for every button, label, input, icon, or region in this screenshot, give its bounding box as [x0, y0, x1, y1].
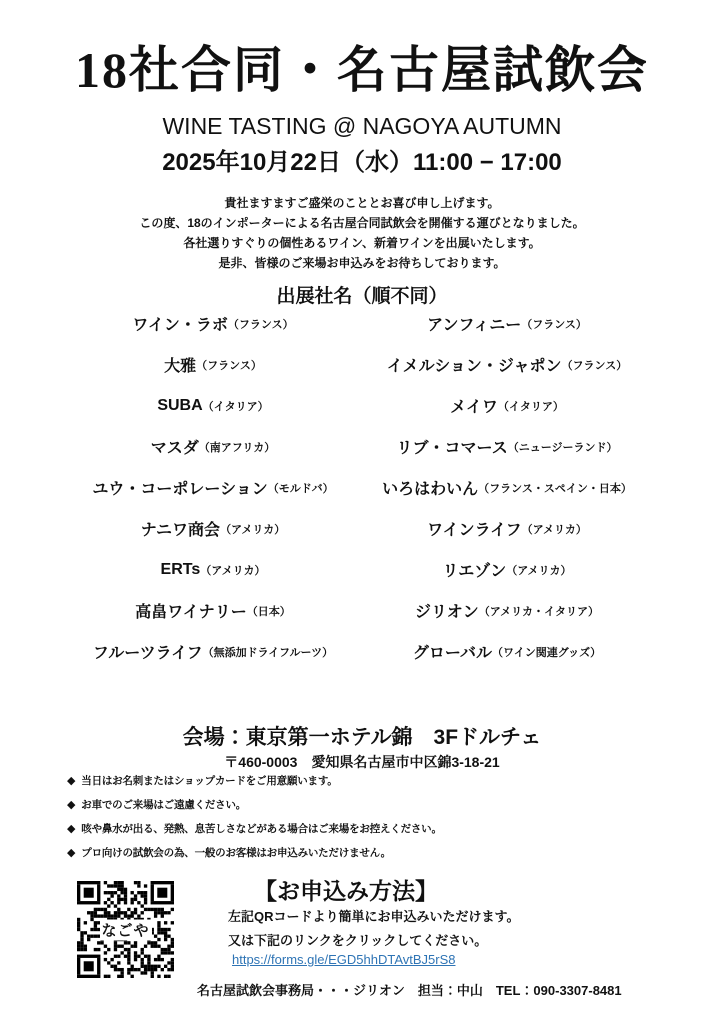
exhibitor-name: フルーツライフ	[92, 645, 203, 662]
diamond-bullet-icon: ◆	[67, 775, 76, 787]
exhibitor-name: SUBA	[157, 396, 203, 414]
exhibitor-name: 大雅	[164, 358, 197, 375]
exhibitor-name: グローバル	[412, 645, 493, 662]
apply-instruction-qr: 左記QRコードより簡単にお申込みいただけます。	[228, 909, 520, 924]
exhibitor-country: （フランス）	[521, 318, 587, 331]
exhibitor-country: （アメリカ）	[220, 523, 286, 536]
exhibitor-name: ワインライフ	[427, 522, 522, 539]
qr-center-label: なごや	[99, 919, 151, 940]
exhibitor-column-right	[362, 303, 652, 672]
exhibitor-row	[362, 344, 652, 385]
diamond-bullet-icon: ◆	[67, 799, 76, 811]
exhibitor-country: （イタリア）	[497, 400, 564, 413]
contact-footer: 名古屋試飲会事務局・・・ジリオン 担当：中山 TEL：090-3307-8481	[197, 983, 622, 998]
exhibitor-country: （アメリカ）	[200, 564, 266, 577]
exhibitor-name: リエゾン	[442, 563, 507, 580]
exhibitor-name: ワイン・ラボ	[132, 317, 228, 334]
exhibitor-country: （ワイン関連グッズ）	[492, 646, 602, 659]
venue-name: 会場：東京第一ホテル錦 3Fドルチェ	[182, 726, 542, 749]
notice-item	[67, 799, 442, 812]
notice-item	[67, 775, 442, 788]
exhibitor-name: マスダ	[150, 440, 199, 457]
event-subtitle: WINE TASTING @ NAGOYA AUTUMN	[162, 113, 562, 139]
exhibitor-country: （イタリア）	[202, 400, 269, 413]
exhibitor-row	[362, 549, 652, 590]
exhibitor-country: （アメリカ）	[506, 564, 572, 577]
exhibitor-name: ERTs	[160, 560, 201, 578]
page-title: 18社合同・名古屋試飲会	[75, 42, 649, 98]
exhibitor-country: （フランス）	[227, 318, 294, 331]
exhibitor-row	[362, 303, 652, 344]
exhibitor-row	[362, 426, 652, 467]
exhibitor-country: （フランス）	[196, 359, 262, 372]
exhibitor-name: リブ・コマース	[396, 440, 508, 457]
notice-item	[67, 823, 442, 836]
exhibitor-country: （日本）	[246, 605, 291, 618]
notice-list	[67, 775, 442, 871]
exhibitor-name: ジリオン	[414, 604, 479, 621]
exhibitor-country: （ニュージーランド）	[507, 441, 618, 454]
notice-item	[67, 847, 442, 860]
greeting-paragraph	[0, 193, 724, 273]
exhibitor-country: （フランス）	[561, 359, 628, 372]
apply-method-heading: 【お申込み方法】	[254, 878, 438, 904]
exhibitor-name: 高畠ワイナリー	[135, 604, 247, 621]
exhibitor-country: （フランス・スペイン・日本）	[478, 482, 632, 495]
notice-text: お車でのご来場はご遠慮ください。	[81, 799, 247, 811]
exhibitor-name: アンフィニー	[427, 317, 522, 334]
diamond-bullet-icon: ◆	[67, 823, 76, 835]
apply-instruction-link: 又は下記のリンクをクリックしてください。	[228, 933, 488, 948]
venue-address: 〒460-0003 愛知県名古屋市中区錦3-18-21	[224, 754, 500, 770]
exhibitor-name: イメルション・ジャポン	[386, 358, 562, 375]
exhibitor-row	[362, 385, 652, 426]
greeting-line: 是非、皆様のご来場お申込みをお待ちしております。	[218, 256, 506, 270]
exhibitor-row	[362, 467, 652, 508]
event-date: 2025年10月22日（水）11:00 − 17:00	[162, 149, 562, 176]
exhibitor-country: （無添加ドライフルーツ）	[202, 646, 334, 659]
greeting-line: 各社選りすぐりの個性あるワイン、新着ワインを出展いたします。	[183, 236, 541, 250]
diamond-bullet-icon: ◆	[67, 847, 76, 859]
exhibitor-row	[362, 631, 652, 672]
apply-form-link[interactable]: https://forms.gle/EGD5hhDTAvtBJ5rS8	[232, 952, 456, 967]
exhibitor-list-heading: 出展社名（順不同）	[276, 286, 448, 307]
exhibitor-name: いろはわいん	[382, 481, 479, 498]
exhibitor-country: （南アフリカ）	[198, 441, 276, 454]
qr-code	[77, 881, 174, 978]
apply-form-link-wrap	[232, 952, 456, 967]
exhibitor-row	[362, 508, 652, 549]
exhibitor-name: メイワ	[450, 399, 498, 416]
exhibitor-name: ナニワ商会	[140, 522, 221, 539]
exhibitor-name: ユウ・コーポレーション	[92, 481, 268, 498]
exhibitor-country: （アメリカ）	[521, 523, 587, 536]
exhibitor-row	[362, 590, 652, 631]
exhibitor-country: （アメリカ・イタリア）	[478, 605, 600, 618]
greeting-line: この度、18のインポーターによる名古屋合同試飲会を開催する運びとなりました。	[139, 216, 585, 230]
notice-text: 咳や鼻水が出る、発熱、息苦しさなどがある場合はご来場をお控えください。	[81, 823, 442, 835]
notice-text: 当日はお名刺またはショップカードをご用意願います。	[81, 775, 338, 787]
notice-text: プロ向けの試飲会の為、一般のお客様はお申込みいただけません。	[81, 847, 391, 859]
greeting-line: 貴社ますますご盛栄のこととお喜び申し上げます。	[224, 196, 500, 210]
exhibitor-country: （モルドバ）	[267, 482, 334, 495]
